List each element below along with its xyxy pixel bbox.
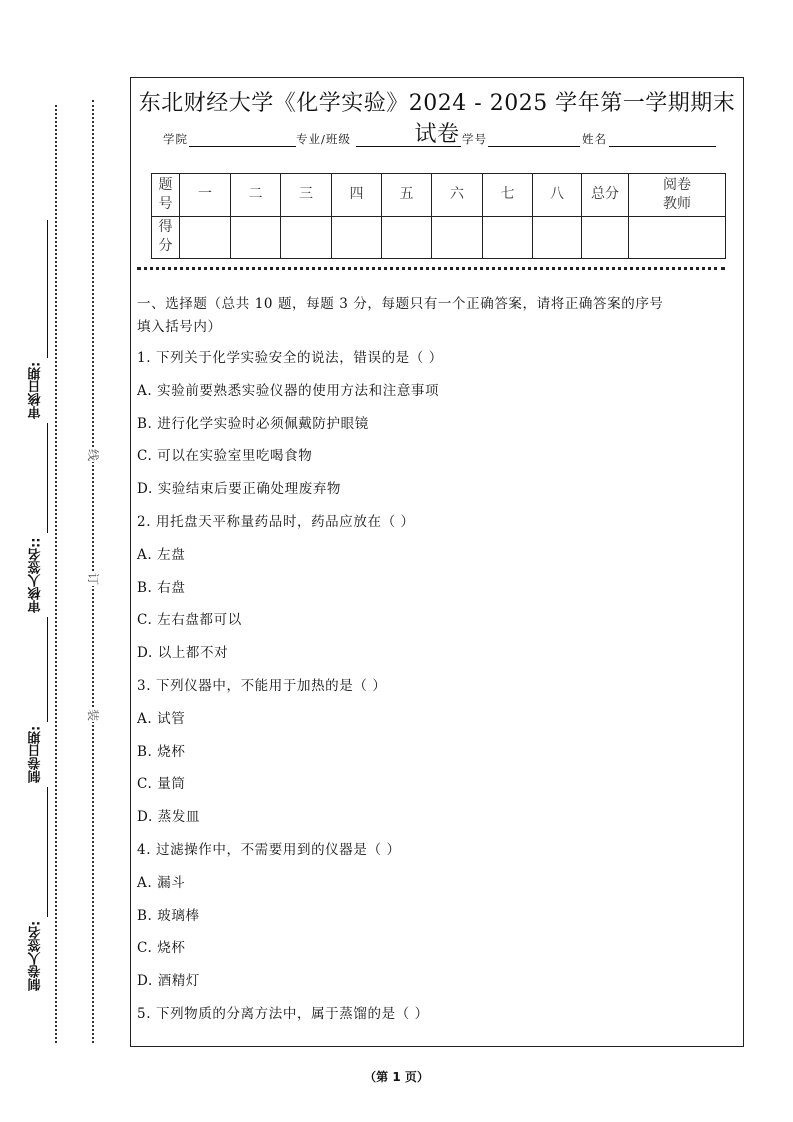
grader-label-1: 阅卷 [663, 176, 691, 193]
question-stem: 5. 下列物质的分离方法中，属于蒸馏的是（ ） [137, 1006, 429, 1022]
col-header-total: 总分 [582, 174, 629, 217]
score-cell[interactable] [281, 216, 332, 259]
reviewer-sign-line[interactable] [47, 423, 48, 533]
label-char: 分 [158, 238, 173, 255]
field-id-input[interactable] [488, 146, 580, 147]
review-date-label: 审核日期: [28, 361, 44, 420]
question-stem: 3. 下列仪器中，不能用于加热的是（ ） [137, 678, 387, 694]
maker-sign-label: 制卷人签名: [28, 920, 44, 991]
col-header: 二 [231, 174, 281, 217]
field-name-label: 姓名 [582, 132, 607, 146]
binding-dotted-line-outer [55, 105, 57, 1043]
margin-signature-column [24, 155, 48, 995]
question-stem: 4. 过滤操作中，不需要用到的仪器是（ ） [137, 842, 401, 858]
maker-sign-line[interactable] [47, 787, 48, 917]
score-cell[interactable] [382, 216, 432, 259]
row-label-question [152, 174, 180, 217]
answer-option: C. 烧杯 [137, 940, 186, 957]
field-college-input[interactable] [189, 146, 296, 147]
score-cell[interactable] [180, 216, 231, 259]
label-char: 题 [158, 176, 173, 193]
col-header: 一 [180, 174, 231, 217]
binding-char-ding: 订 [86, 572, 100, 585]
col-header: 七 [483, 174, 533, 217]
section-heading-line1: 一、选择题（总共 10 题，每题 3 分，每题只有一个正确答案，请将正确答案的序号 [137, 296, 664, 312]
col-header: 三 [281, 174, 332, 217]
label-char: 号 [158, 195, 173, 212]
make-date-line[interactable] [47, 617, 48, 722]
reviewer-sign-label: 审核人签名:: [28, 537, 44, 613]
exam-title: 东北财经大学《化学实验》2024 - 2025 学年第一学期期末试卷 [138, 91, 736, 147]
page-footer: （第 1 页） [364, 1070, 429, 1084]
row-label-score [152, 216, 180, 259]
answer-option: D. 以上都不对 [137, 645, 229, 662]
score-table-score-row [152, 216, 726, 259]
answer-option: C. 量筒 [137, 776, 186, 793]
answer-option: D. 实验结束后要正确处理废弃物 [137, 481, 342, 498]
binding-char-xian: 线 [86, 448, 100, 461]
score-cell[interactable] [231, 216, 281, 259]
make-date-label: 制卷日期: [28, 725, 44, 783]
dotted-separator [137, 267, 725, 270]
answer-option: B. 进行化学实验时必须佩戴防护眼镜 [137, 415, 369, 432]
score-cell-grader[interactable] [629, 216, 726, 259]
score-table-header-row [152, 174, 726, 217]
answer-option: D. 酒精灯 [137, 973, 201, 990]
answer-option: B. 玻璃棒 [137, 907, 200, 924]
col-header: 六 [432, 174, 483, 217]
answer-option: A. 实验前要熟悉实验仪器的使用方法和注意事项 [137, 382, 440, 399]
field-major-input[interactable] [356, 146, 461, 147]
answer-option: A. 试管 [137, 710, 186, 727]
answer-option: C. 可以在实验室里吃喝食物 [137, 448, 313, 465]
section-heading-line2: 填入括号内） [137, 319, 222, 335]
question-stem: 1. 下列关于化学实验安全的说法，错误的是（ ） [137, 350, 443, 366]
answer-option: B. 右盘 [137, 579, 186, 596]
grader-label-2: 教师 [663, 195, 691, 212]
answer-option: B. 烧杯 [137, 743, 186, 760]
score-cell-total[interactable] [582, 216, 629, 259]
question-stem: 2. 用托盘天平称量药品时，药品应放在（ ） [137, 514, 415, 530]
answer-option: C. 左右盘都可以 [137, 612, 242, 629]
answer-option: A. 漏斗 [137, 874, 186, 891]
score-cell[interactable] [533, 216, 582, 259]
score-cell[interactable] [332, 216, 382, 259]
binding-char-zhuang: 装 [86, 708, 100, 721]
field-college-label: 学院 [163, 132, 188, 146]
col-header: 四 [332, 174, 382, 217]
field-name-input[interactable] [609, 146, 716, 147]
col-header: 五 [382, 174, 432, 217]
score-cell[interactable] [432, 216, 483, 259]
review-date-line[interactable] [47, 220, 48, 358]
label-char: 得 [158, 219, 173, 236]
answer-option: A. 左盘 [137, 546, 186, 563]
col-header: 八 [533, 174, 582, 217]
col-header-grader [629, 174, 726, 217]
score-cell[interactable] [483, 216, 533, 259]
field-id-label: 学号 [462, 132, 487, 146]
answer-option: D. 蒸发皿 [137, 809, 201, 826]
score-table [151, 173, 726, 259]
field-major-label: 专业/班级 [296, 132, 351, 146]
